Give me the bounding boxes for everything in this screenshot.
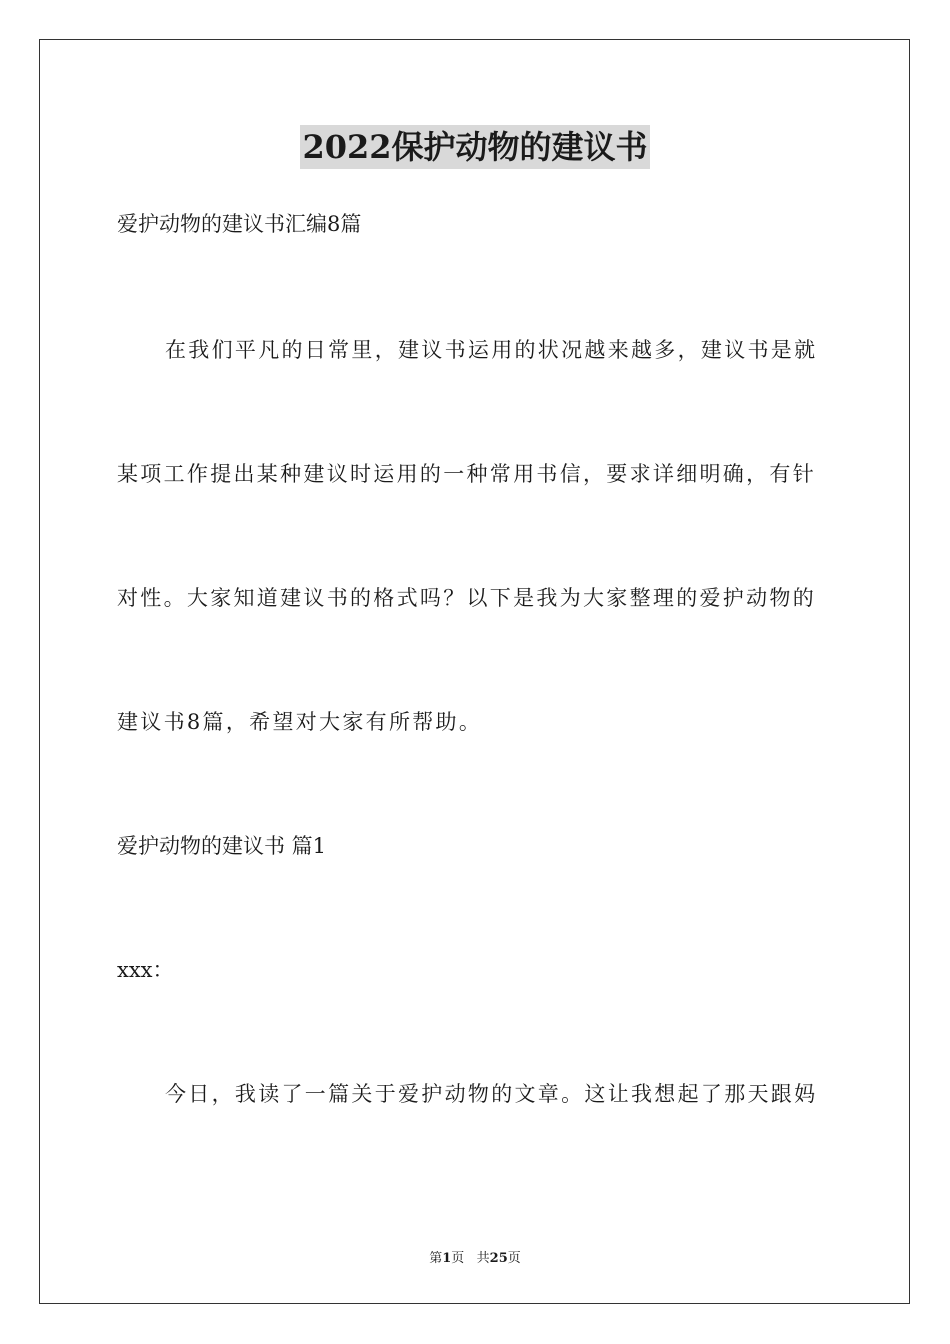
footer-page-suffix: 页 (507, 1251, 521, 1266)
document-subtitle: 爱护动物的建议书汇编8篇 (117, 212, 362, 236)
intro-line-1: 在我们平凡的日常里，建议书运用的状况越来越多，建议书是就 (165, 338, 818, 362)
footer-page-number: 1 (442, 1251, 452, 1266)
footer-total-pages: 25 (489, 1251, 508, 1266)
section-heading: 爱护动物的建议书 篇1 (117, 834, 327, 858)
footer-page-middle: 页 共 (451, 1251, 490, 1266)
document-title: 2022保护动物的建议书 (300, 125, 649, 169)
title-container (0, 125, 950, 169)
intro-line-3: 对性。大家知道建议书的格式吗？以下是我为大家整理的爱护动物的 (117, 586, 816, 610)
page-footer (0, 1247, 950, 1266)
salutation: xxx： (117, 958, 174, 982)
intro-line-2: 某项工作提出某种建议时运用的一种常用书信，要求详细明确，有针 (117, 462, 816, 486)
body-line-1: 今日，我读了一篇关于爱护动物的文章。这让我想起了那天跟妈 (165, 1082, 818, 1106)
footer-page-prefix: 第 (429, 1251, 443, 1266)
intro-line-4: 建议书8篇，希望对大家有所帮助。 (117, 710, 483, 734)
